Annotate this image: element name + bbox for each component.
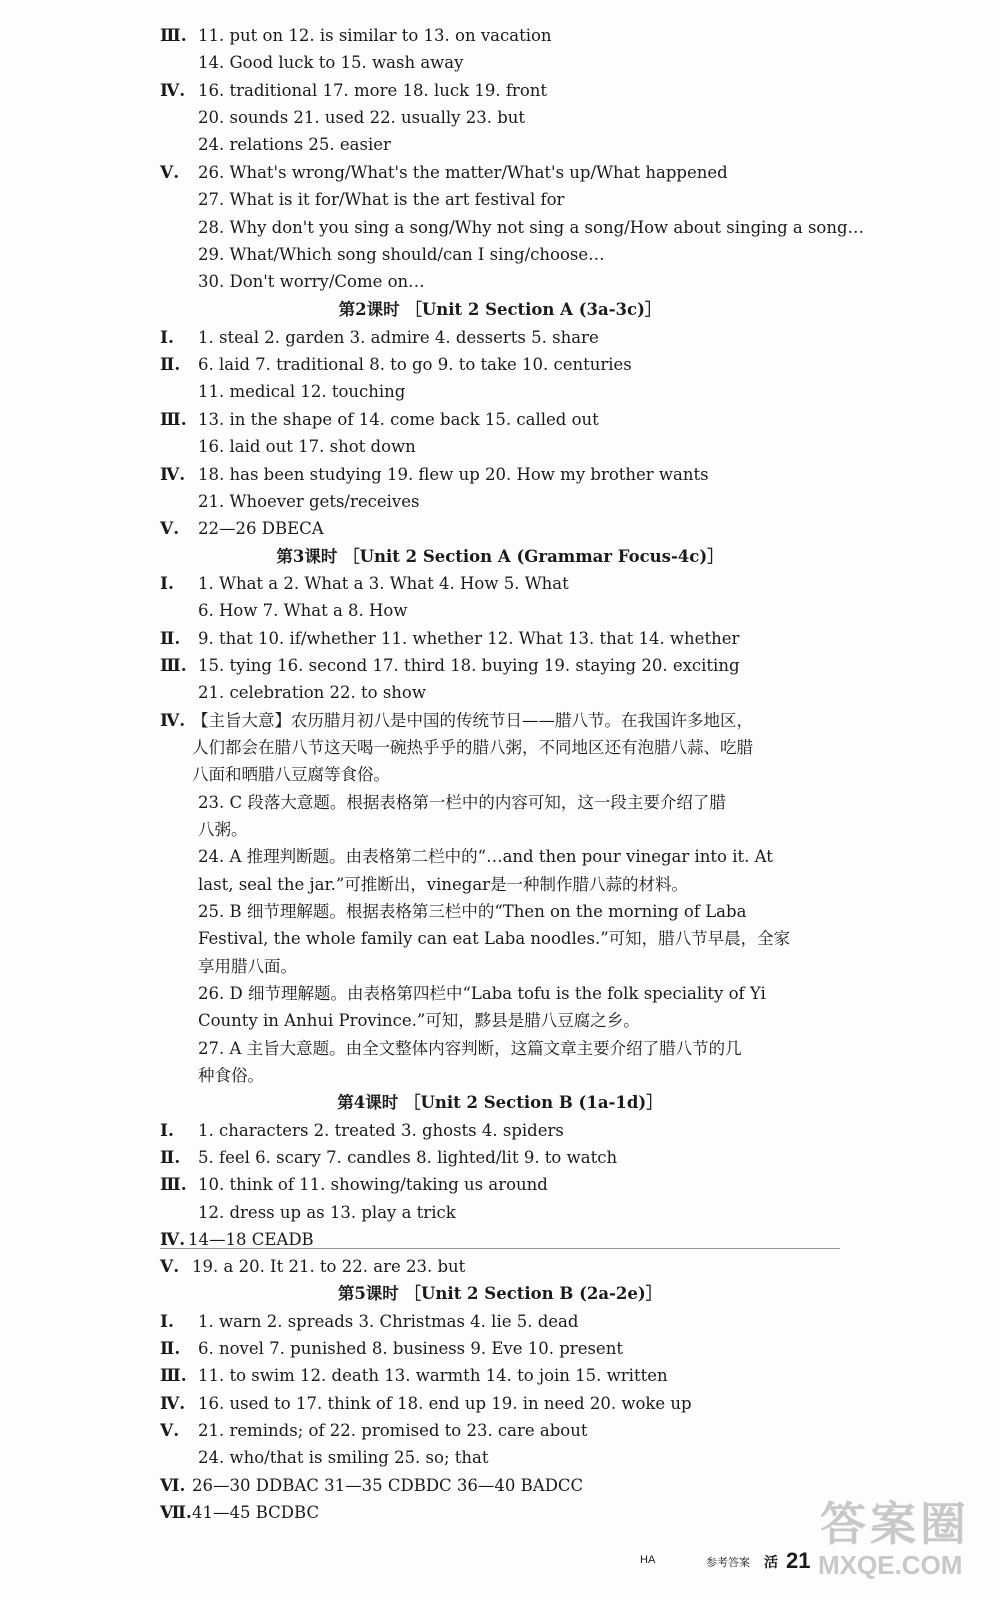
explanation-text: County in Anhui Province.”可知，黟县是腊八豆腐之乡。 xyxy=(198,1011,640,1030)
answer-text: 16. used to 17. think of 18. end up 19. in need 20. woke up xyxy=(198,1394,692,1413)
answer-text: 16. laid out 17. shot down xyxy=(198,437,416,456)
answer-text: 18. has been studying 19. flew up 20. How my brother wants xyxy=(198,465,709,484)
answer-text: 13. in the shape of 14. come back 15. called out xyxy=(198,410,599,429)
section-mark: Ⅴ. xyxy=(160,1257,180,1277)
section-mark: Ⅲ. xyxy=(160,1366,187,1386)
section-mark: Ⅰ. xyxy=(160,1121,174,1141)
explanation-text: 八粥。 xyxy=(198,820,248,839)
explanation-text: Festival, the whole family can eat Laba noodles.”可知，腊八节早晨，全家 xyxy=(198,929,791,948)
answer-text: 1. characters 2. treated 3. ghosts 4. spiders xyxy=(198,1121,564,1140)
lesson-heading: 第5课时 ［Unit 2 Section B (2a-2e)］ xyxy=(337,1284,663,1303)
section-mark: Ⅴ. xyxy=(160,519,180,539)
answer-text: 20. sounds 21. used 22. usually 23. but xyxy=(198,108,526,127)
section-mark: Ⅲ. xyxy=(160,26,187,46)
answer-text: 22—26 DBECA xyxy=(198,519,324,538)
answer-text: 21. reminds; of 22. promised to 23. care about xyxy=(198,1421,588,1440)
answer-text: 14—18 CEADB xyxy=(188,1230,314,1249)
answer-text: 21. Whoever gets/receives xyxy=(198,492,420,511)
answer-text: 5. feel 6. scary 7. candles 8. lighted/lit 9. to watch xyxy=(198,1148,618,1167)
footer-brand: 活 xyxy=(764,1554,778,1570)
answer-text: 27. What is it for/What is the art festival for xyxy=(198,190,565,209)
explanation-text: 24. A 推理判断题。由表格第二栏中的“…and then pour vinegar into it. At xyxy=(198,847,773,866)
answer-text: 1. warn 2. spreads 3. Christmas 4. lie 5. dead xyxy=(198,1312,579,1331)
section-mark: Ⅰ. xyxy=(160,574,174,594)
explanation-text: 26. D 细节理解题。由表格第四栏中“Laba tofu is the folk speciality of Yi xyxy=(198,984,766,1003)
answer-text: 19. a 20. It 21. to 22. are 23. but xyxy=(192,1257,466,1276)
answer-text: 6. novel 7. punished 8. business 9. Eve 10. present xyxy=(198,1339,623,1358)
section-mark: Ⅳ. xyxy=(160,1230,186,1250)
section-mark: Ⅴ. xyxy=(160,1421,180,1441)
section-mark: Ⅳ. xyxy=(160,465,186,485)
watermark-logo-text: 答案圈 xyxy=(820,1498,970,1550)
answer-text: 1. steal 2. garden 3. admire 4. desserts 5. share xyxy=(198,328,599,347)
answer-text: 28. Why don't you sing a song/Why not sing a song/How about singing a song… xyxy=(198,218,865,237)
answer-text: 1. What a 2. What a 3. What 4. How 5. What xyxy=(198,574,569,593)
answer-text: 29. What/Which song should/can I sing/choose… xyxy=(198,245,605,264)
site-watermark xyxy=(800,1488,990,1596)
section-mark: Ⅰ. xyxy=(160,1312,174,1332)
answer-text: 6. laid 7. traditional 8. to go 9. to take 10. centuries xyxy=(198,355,632,374)
section-mark: Ⅲ. xyxy=(160,656,187,676)
explanation-text: last, seal the jar.”可推断出，vinegar是一种制作腊八蒜的材料。 xyxy=(198,875,689,894)
section-mark: Ⅱ. xyxy=(160,355,181,375)
footer-edition: HA xyxy=(640,1554,656,1566)
answer-text: 11. to swim 12. death 13. warmth 14. to join 15. written xyxy=(198,1366,668,1385)
lesson-heading: 第3课时 ［Unit 2 Section A (Grammar Focus-4c)］ xyxy=(276,547,724,566)
section-mark: Ⅶ. xyxy=(160,1503,192,1523)
answer-text: 14. Good luck to 15. wash away xyxy=(198,53,464,72)
explanation-text: 享用腊八面。 xyxy=(198,957,297,976)
answer-text: 12. dress up as 13. play a trick xyxy=(198,1203,456,1222)
answer-text: 9. that 10. if/whether 11. whether 12. What 13. that 14. whether xyxy=(198,629,740,648)
section-mark: Ⅳ. xyxy=(160,1394,186,1414)
answer-text: 26. What's wrong/What's the matter/What's up/What happened xyxy=(198,163,728,182)
answer-text: 16. traditional 17. more 18. luck 19. front xyxy=(198,81,548,100)
section-mark: Ⅳ. xyxy=(160,81,186,101)
answer-text: 11. medical 12. touching xyxy=(198,382,406,401)
answer-text: 15. tying 16. second 17. third 18. buying 19. staying 20. exciting xyxy=(198,656,740,675)
section-mark: Ⅴ. xyxy=(160,163,180,183)
explanation-text: 27. A 主旨大意题。由全文整体内容判断，这篇文章主要介绍了腊八节的几 xyxy=(198,1039,742,1058)
section-mark: Ⅲ. xyxy=(160,410,187,430)
explanation-text: 25. B 细节理解题。根据表格第三栏中的“Then on the morning of Laba xyxy=(198,902,747,921)
summary-text: 【主旨大意】农历腊月初八是中国的传统节日——腊八节。在我国许多地区， xyxy=(192,711,753,730)
explanation-text: 23. C 段落大意题。根据表格第一栏中的内容可知，这一段主要介绍了腊 xyxy=(198,793,726,812)
summary-text: 八面和晒腊八豆腐等食俗。 xyxy=(192,765,390,784)
answer-text: 24. who/that is smiling 25. so; that xyxy=(198,1448,489,1467)
section-mark: Ⅱ. xyxy=(160,629,181,649)
section-mark: Ⅱ. xyxy=(160,1339,181,1359)
page-number: 21 xyxy=(786,1548,811,1573)
section-mark: Ⅱ. xyxy=(160,1148,181,1168)
section-mark: Ⅳ. xyxy=(160,711,186,731)
answer-text: 6. How 7. What a 8. How xyxy=(198,601,408,620)
lesson-heading: 第4课时 ［Unit 2 Section B (1a-1d)］ xyxy=(337,1093,663,1112)
section-mark: Ⅲ. xyxy=(160,1175,187,1195)
section-mark: Ⅵ. xyxy=(160,1476,186,1496)
answer-text: 30. Don't worry/Come on… xyxy=(198,272,425,291)
section-mark: Ⅰ. xyxy=(160,328,174,348)
footer-section-label: 参考答案 xyxy=(706,1557,750,1569)
answer-text: 11. put on 12. is similar to 13. on vacation xyxy=(198,26,552,45)
answer-text: 26—30 DDBAC 31—35 CDBDC 36—40 BADCC xyxy=(192,1476,584,1495)
divider-line xyxy=(160,1248,840,1249)
answer-text: 10. think of 11. showing/taking us around xyxy=(198,1175,548,1194)
answer-text: 21. celebration 22. to show xyxy=(198,683,426,702)
watermark-url: MXQE.COM xyxy=(818,1550,963,1580)
answer-text: 41—45 BCDBC xyxy=(192,1503,320,1522)
answer-text: 24. relations 25. easier xyxy=(198,135,391,154)
explanation-text: 种食俗。 xyxy=(198,1066,264,1085)
lesson-heading: 第2课时 ［Unit 2 Section A (3a-3c)］ xyxy=(338,300,662,319)
summary-text: 人们都会在腊八节这天喝一碗热乎乎的腊八粥，不同地区还有泡腊八蒜、吃腊 xyxy=(192,738,753,757)
